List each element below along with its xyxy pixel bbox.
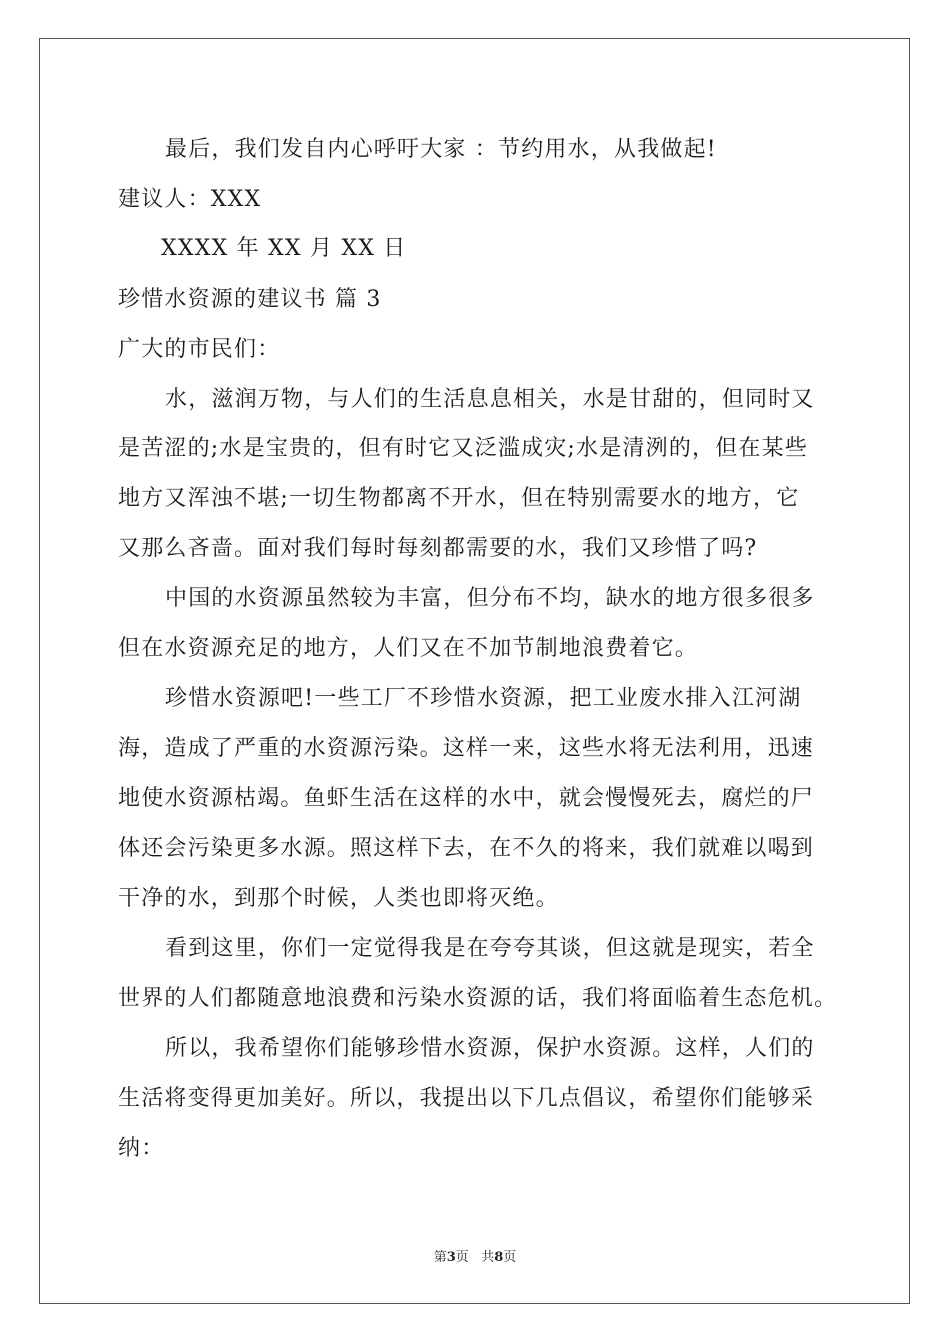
page-border bbox=[39, 38, 910, 1304]
total-page-count: 8 bbox=[494, 1250, 504, 1265]
total-prefix: 共 bbox=[481, 1250, 495, 1265]
page-unit: 页 bbox=[455, 1250, 469, 1265]
paragraph-line: 海，造成了严重的水资源污染。这样一来，这些水将无法利用，迅速 bbox=[118, 736, 815, 761]
paragraph-line: 地方又浑浊不堪;一切生物都离不开水，但在特别需要水的地方，它 bbox=[118, 486, 800, 511]
proposer-line: 建议人：XXX bbox=[118, 187, 262, 212]
paragraph-line: 珍惜水资源吧!一些工厂不珍惜水资源，把工业废水排入江河湖 bbox=[165, 686, 802, 711]
paragraph-line: 纳： bbox=[118, 1136, 165, 1161]
paragraph-line: 是苦涩的;水是宝贵的，但有时它又泛滥成灾;水是清洌的，但在某些 bbox=[118, 436, 809, 461]
paragraph-line: 但在水资源充足的地方，人们又在不加节制地浪费着它。 bbox=[118, 636, 699, 661]
paragraph-line: 体还会污染更多水源。照这样下去，在不久的将来，我们就难以喝到 bbox=[118, 836, 815, 861]
paragraph-line: 地使水资源枯竭。鱼虾生活在这样的水中，就会慢慢死去，腐烂的尸 bbox=[118, 786, 815, 811]
paragraph-line: 又那么吝啬。面对我们每时每刻都需要的水，我们又珍惜了吗? bbox=[118, 536, 758, 561]
paragraph-line: 看到这里，你们一定觉得我是在夸夸其谈，但这就是现实，若全 bbox=[165, 936, 815, 961]
date-line: XXXX 年 XX 月 XX 日 bbox=[161, 236, 407, 261]
section-title: 珍惜水资源的建议书 篇 3 bbox=[118, 287, 382, 312]
closing-sentence: 最后，我们发自内心呼吁大家 ：节约用水，从我做起! bbox=[165, 137, 717, 162]
paragraph-line: 世界的人们都随意地浪费和污染水资源的话，我们将面临着生态危机。 bbox=[118, 986, 838, 1011]
page-prefix: 第 bbox=[433, 1250, 447, 1265]
paragraph-line: 水，滋润万物，与人们的生活息息相关，水是甘甜的，但同时又 bbox=[165, 387, 815, 412]
paragraph-line: 所以，我希望你们能够珍惜水资源，保护水资源。这样，人们的 bbox=[165, 1036, 815, 1061]
total-unit: 页 bbox=[503, 1250, 517, 1265]
page-footer bbox=[0, 1246, 950, 1265]
paragraph-line: 干净的水，到那个时候，人类也即将灭绝。 bbox=[118, 886, 559, 911]
current-page-number: 3 bbox=[446, 1250, 456, 1265]
salutation: 广大的市民们： bbox=[118, 337, 281, 362]
paragraph-line: 中国的水资源虽然较为丰富，但分布不均，缺水的地方很多很多 bbox=[165, 586, 815, 611]
paragraph-line: 生活将变得更加美好。所以，我提出以下几点倡议，希望你们能够采 bbox=[118, 1086, 815, 1111]
